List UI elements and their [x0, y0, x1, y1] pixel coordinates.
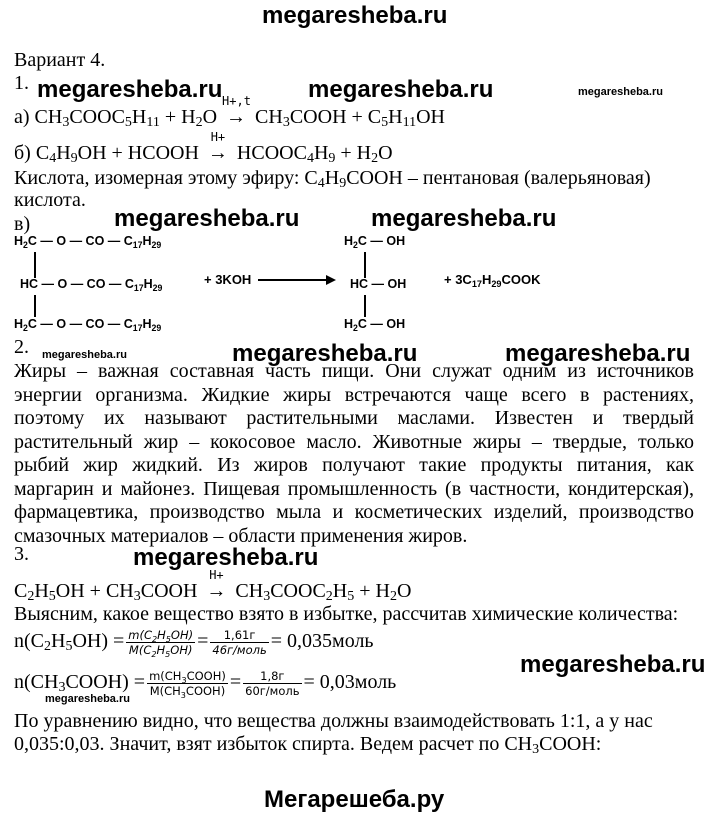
n1-result: = 0,035моль	[270, 630, 374, 653]
explain-line: Выясним, какое вещество взято в избытке, рассчитав химические количества:	[14, 603, 679, 625]
equation-b	[14, 130, 393, 166]
glycerol-row-1: $H_2C$ — OH	[344, 234, 406, 250]
n2-label: $n(CH_3COOH)$ =	[14, 671, 146, 696]
condition-a: H+,t	[222, 94, 251, 108]
watermark-small: megaresheba.ru	[578, 86, 663, 98]
task3-number: 3.	[14, 543, 29, 565]
task1-number: 1.	[14, 72, 29, 94]
conclusion-line-2: 0,035:0,03. Значит, взят избыток спирта. Ведем расчет по $CH_3COOH$:	[14, 733, 602, 757]
watermark: megaresheba.ru	[133, 544, 319, 571]
equation-a-left: $CH_3COOC_5H_{11} + H_2O$	[34, 106, 218, 130]
watermark: megaresheba.ru	[37, 76, 223, 103]
n1-label: $n(C_2H_5OH)$ =	[14, 630, 125, 655]
watermark: megaresheba.ru	[232, 340, 418, 367]
n2-values: $\frac{1,8г}{\text{60г/моль}}$	[245, 669, 300, 698]
n1-values: $\frac{1,61г}{\text{46г/моль}}$	[212, 628, 267, 657]
equation-b-right: $HCOOC_4H_9 + H_2O$	[236, 142, 393, 166]
watermark: megaresheba.ru	[371, 205, 557, 232]
condition-3: H+	[209, 568, 224, 582]
reagent-koh: + 3KOH	[204, 272, 252, 287]
equation-v-prefix: в)	[14, 213, 31, 235]
watermark: megaresheba.ru	[520, 651, 706, 678]
esterification-equation	[14, 568, 412, 604]
arrow-icon: H+ →	[204, 142, 232, 165]
arrow-icon: H+,t →	[222, 106, 250, 129]
reaction-arrow-line	[258, 279, 328, 281]
watermark: megaresheba.ru	[308, 76, 494, 103]
calc-n2: $n(CH_3COOH)$ = $\frac{m(CH_3COOH)}{M(CH_3COOH)}$ = $\frac{1,8г}{\text{60г/моль}}$ = 0,03моль	[14, 669, 397, 700]
isomer-line-1: Кислота, изомерная этому эфиру: $C_4H_9COOH$ – пентановая (валерьяновая)	[14, 167, 651, 191]
isomer-line-2: кислота.	[14, 189, 86, 211]
triglyceride-row-2: HC — O — CO — $C_{17}H_{29}$	[20, 277, 163, 293]
watermark: megaresheba.ru	[114, 205, 300, 232]
esterification-left: $C_2H_5OH$ + $CH_3COOH$	[14, 580, 198, 604]
equation-b-left: $C_4H_9OH$ + HCOOH	[35, 142, 199, 166]
watermark-top: megaresheba.ru	[262, 2, 448, 29]
n2-fraction: $\frac{m(CH_3COOH)}{M(CH_3COOH)}$	[149, 669, 226, 700]
watermark: megaresheba.ru	[505, 340, 691, 367]
task2-paragraph: Жиры – важная составная часть пищи. Они служат одним из источников энергии организма. Жидкие жиры встречаются чаще всего в растениях, поэтому их называют растительными маслами. Известен и твердый растительный жир – кокосовое масло. Животные жиры – твердые, только рыбий жир жидкий. Из жиров получают такие продукты питания, как маргарин и майонез. Пищевая промышленность (в частности, кондитерская), фармацевтика, производство мыла и косметических изделий, производство смазочных материалов – области применения жиров.	[14, 360, 694, 547]
arrow-icon: H+ →	[202, 580, 230, 603]
equation-b-prefix: б)	[14, 142, 31, 164]
bond-line	[364, 252, 366, 278]
calc-n1: $n(C_2H_5OH)$ = $\frac{m(C_2H_5OH)}{M(C_2H_5OH)}$ = $\frac{1,61г}{\text{46г/моль}}$ = 0,035моль	[14, 628, 374, 659]
watermark-small: megaresheba.ru	[45, 693, 130, 705]
watermark-small: megaresheba.ru	[42, 349, 127, 361]
glycerol-row-3: $H_2C$ — OH	[344, 317, 406, 333]
esterification-right: $CH_3COOC_2H_5 + H_2O$	[235, 580, 412, 604]
bond-line	[364, 295, 366, 317]
n1-fraction: $\frac{m(C_2H_5OH)}{M(C_2H_5OH)}$	[128, 628, 194, 659]
bond-line	[34, 295, 36, 317]
footer-watermark: Мегарешеба.ру	[264, 786, 445, 813]
task2-number: 2.	[14, 336, 29, 358]
equation-a-right: $CH_3COOH + C_5H_{11}OH$	[255, 106, 445, 130]
glycerol-row-2: HC — OH	[350, 277, 407, 291]
conclusion-line-1: По уравнению видно, что вещества должны взаимодействовать 1:1, а у нас	[14, 710, 653, 732]
equation-a-prefix: а)	[14, 106, 30, 128]
variant-heading: Вариант 4.	[14, 49, 106, 71]
product-soap: + $3C_{17}H_{29}COOK$	[444, 272, 541, 289]
n2-result: = 0,03моль	[303, 671, 397, 694]
triglyceride-row-1: $H_2C$ — O — CO — $C_{17}H_{29}$	[14, 234, 162, 250]
condition-b: H+	[210, 130, 226, 144]
arrow-head-icon	[326, 275, 336, 285]
bond-line	[34, 252, 36, 278]
triglyceride-row-3: $H_2C$ — O — CO — $C_{17}H_{29}$	[14, 317, 162, 333]
